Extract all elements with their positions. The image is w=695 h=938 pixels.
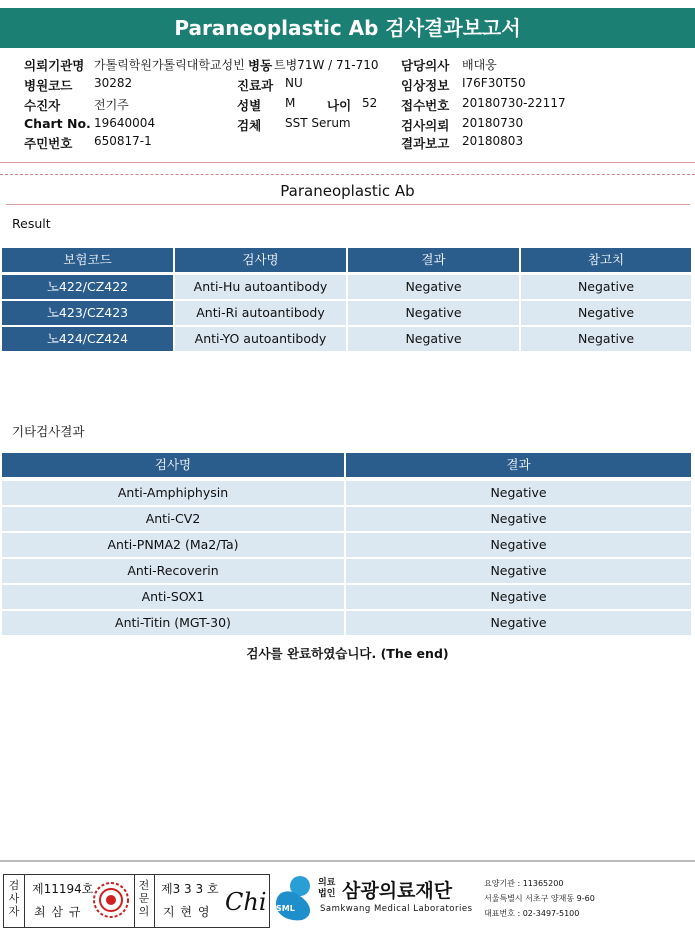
clinical-value: I76F30T50 <box>462 76 526 90</box>
end-message: 검사를 완료하였습니다. (The end) <box>246 646 449 661</box>
sml-logo-icon <box>270 874 316 922</box>
test-result: Negative <box>346 585 691 609</box>
chart-label: Chart No. <box>24 116 91 131</box>
test-name: Anti-PNMA2 (Ma2/Ta) <box>2 533 344 557</box>
patient-label: 수진자 <box>24 98 61 113</box>
specimen-value: SST Serum <box>285 116 351 130</box>
org-prefix: 의료법인 <box>318 878 336 899</box>
dept-value: NU <box>285 76 303 90</box>
test-result: Negative <box>348 327 519 351</box>
test-result: Negative <box>346 481 691 505</box>
test-result: Negative <box>346 507 691 531</box>
test-name: Anti-Hu autoantibody <box>175 275 346 299</box>
test-name: Anti-SOX1 <box>2 585 344 609</box>
doctor-label: 담당의사 <box>401 58 450 73</box>
test-name: Anti-Recoverin <box>2 559 344 583</box>
id-label: 주민번호 <box>24 136 73 151</box>
receipt-label: 접수번호 <box>401 98 450 113</box>
specialist-signature: Chi <box>225 888 267 916</box>
reference-value: Negative <box>521 275 691 299</box>
report-title: Paraneoplastic Ab 검사결과보고서 <box>174 16 521 40</box>
org-english-name: Samkwang Medical Laboratories <box>320 904 473 914</box>
ward-value: 트병71W / 71-710 <box>274 58 379 72</box>
institution-value: 가톨릭학원가톨릭대학교성빈 <box>94 58 245 72</box>
test-name: Anti-Ri autoantibody <box>175 301 346 325</box>
org-name: 삼광의료재단 <box>342 880 453 902</box>
specimen-label: 검체 <box>237 118 262 133</box>
table-header: 검사명 <box>2 453 344 477</box>
specialist-license: 제3 3 3 호 <box>161 882 219 896</box>
result-label: Result <box>12 216 51 231</box>
footer-divider <box>0 860 695 862</box>
age-label: 나이 <box>327 98 352 113</box>
test-result: Negative <box>346 611 691 635</box>
box-divider <box>24 874 25 928</box>
test-result: Negative <box>348 301 519 325</box>
test-result: Negative <box>346 559 691 583</box>
table-header: 결과 <box>348 248 519 272</box>
seal-stamp <box>92 880 130 920</box>
chart-value: 19640004 <box>94 116 156 130</box>
hospital-code-label: 병원코드 <box>24 78 73 93</box>
institution-label: 의뢰기관명 <box>24 58 85 73</box>
test-name: Anti-YO autoantibody <box>175 327 346 351</box>
insurance-code: 노422/CZ422 <box>2 275 173 299</box>
org-phone: 대표번호 : 02-3497-5100 <box>484 909 580 918</box>
table-header: 참고치 <box>521 248 691 272</box>
tester-label: 검사자 <box>8 879 20 918</box>
request-label: 검사의뢰 <box>401 118 450 133</box>
clinical-label: 임상정보 <box>401 78 450 93</box>
org-address: 서울특별시 서초구 양재동 9-60 <box>484 894 595 903</box>
reference-value: Negative <box>521 327 691 351</box>
request-value: 20180730 <box>462 116 524 130</box>
reference-value: Negative <box>521 301 691 325</box>
test-name: Anti-Titin (MGT-30) <box>2 611 344 635</box>
divider-line <box>0 162 695 163</box>
care-institution-no: 요양기관 : 11365200 <box>484 879 564 888</box>
table-header: 검사명 <box>175 248 346 272</box>
divider-line <box>0 174 695 175</box>
specialist-label: 전문의 <box>138 879 150 918</box>
hospital-code-value: 30282 <box>94 76 133 90</box>
divider-line <box>6 204 690 205</box>
receipt-value: 20180730-22117 <box>462 96 566 110</box>
box-divider <box>154 874 155 928</box>
doctor-value: 배대웅 <box>462 58 497 72</box>
sex-label: 성별 <box>237 98 262 113</box>
specialist-name: 지 현 영 <box>163 905 211 919</box>
test-result: Negative <box>346 533 691 557</box>
test-name: Anti-Amphiphysin <box>2 481 344 505</box>
table-header: 보험코드 <box>2 248 173 272</box>
age-value: 52 <box>362 96 378 110</box>
id-value: 650817-1 <box>94 134 152 148</box>
tester-name: 최 삼 규 <box>34 905 82 919</box>
insurance-code: 노424/CZ424 <box>2 327 173 351</box>
insurance-code: 노423/CZ423 <box>2 301 173 325</box>
sml-logo-text: SML <box>276 904 295 913</box>
section-title: Paraneoplastic Ab <box>280 182 415 200</box>
tester-license: 제11194호 <box>32 882 94 896</box>
box-divider <box>134 874 135 928</box>
report-label: 결과보고 <box>401 136 450 151</box>
test-name: Anti-CV2 <box>2 507 344 531</box>
table-header: 결과 <box>346 453 691 477</box>
test-result: Negative <box>348 275 519 299</box>
other-tests-label: 기타검사결과 <box>12 424 85 439</box>
report-value: 20180803 <box>462 134 524 148</box>
sex-value: M <box>285 96 296 110</box>
patient-value: 전기주 <box>94 98 129 112</box>
ward-label: 병동 <box>248 58 273 73</box>
dept-label: 진료과 <box>237 78 274 93</box>
